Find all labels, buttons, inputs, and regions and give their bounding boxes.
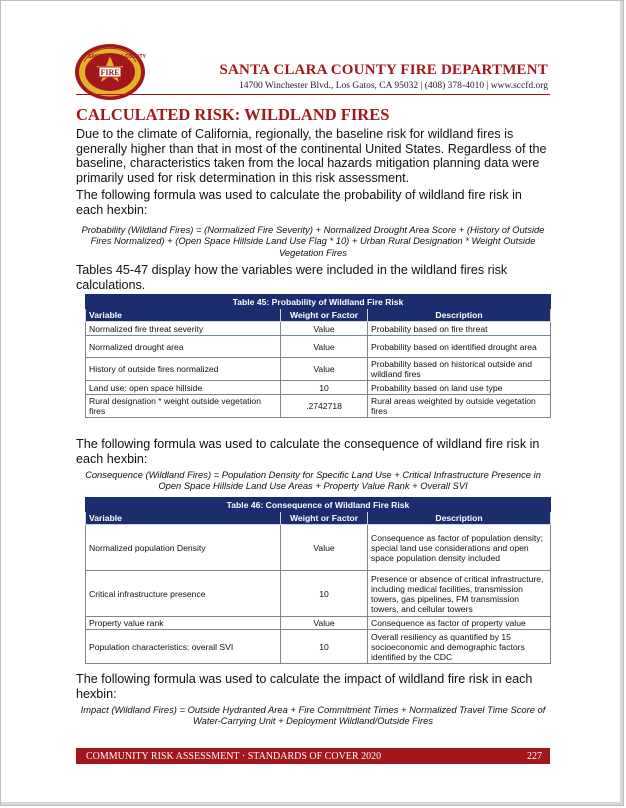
svg-text:FIRE: FIRE (100, 68, 120, 77)
column-header-variable: Variable (86, 309, 281, 322)
table-row (86, 322, 551, 336)
cell-weight: 10 (281, 381, 368, 395)
table-row (86, 617, 551, 630)
footer-title: COMMUNITY RISK ASSESSMENT · STANDARDS OF COVER 2020 (86, 751, 382, 762)
probability-formula-block (80, 224, 546, 258)
cell-description: Overall resiliency as quantified by 15 socioeconomic and demographic factors identified by the CDC (368, 630, 551, 664)
consequence-lead: The following formula was used to calculate the consequence of wildland fire risk in each hexbin: (76, 437, 540, 466)
cell-weight: 10 (281, 630, 368, 664)
impact-formula-block (80, 704, 546, 727)
cell-variable: Land use: open space hillside (86, 381, 281, 395)
cell-weight: Value (281, 525, 368, 571)
table-46 (85, 497, 551, 664)
cell-variable: Property value rank (86, 617, 281, 630)
tables-intro-block (76, 263, 550, 292)
cell-weight: 10 (281, 571, 368, 617)
cell-variable: Normalized fire threat severity (86, 322, 281, 336)
cell-description: Consequence as factor of population density; special land use considerations and open space population density included (368, 525, 551, 571)
intro-block (76, 127, 550, 185)
cell-description: Probability based on identified drought area (368, 336, 551, 358)
cell-variable: History of outside fires normalized (86, 358, 281, 381)
table-row (86, 395, 551, 418)
cell-variable: Critical infrastructure presence (86, 571, 281, 617)
tables-intro: Tables 45-47 display how the variables were included in the wildland fires risk calculations. (76, 263, 508, 292)
consequence-formula: Consequence (Wildland Fires) = Population Density for Specific Land Use + Critical Infrastructure Presence in Open Space Hillside Land Use Areas + Property Value Rank + Overall SVI (85, 469, 541, 492)
cell-weight: Value (281, 358, 368, 381)
section-title: CALCULATED RISK: WILDLAND FIRES (76, 105, 390, 124)
cell-variable: Normalized drought area (86, 336, 281, 358)
cell-variable: Population characteristics: overall SVI (86, 630, 281, 664)
table-row (86, 381, 551, 395)
column-header-weight: Weight or Factor (281, 309, 368, 322)
table-row (86, 571, 551, 617)
fire-department-logo (74, 42, 146, 102)
consequence-formula-block (80, 469, 546, 492)
organization-name: SANTA CLARA COUNTY FIRE DEPARTMENT (219, 62, 548, 78)
cell-variable: Rural designation * weight outside vegetation fires (86, 395, 281, 418)
header-divider (76, 94, 550, 95)
table-row (86, 630, 551, 664)
page-number: 227 (527, 751, 542, 762)
table-45-wrapper (76, 294, 550, 418)
cell-weight: .2742718 (281, 395, 368, 418)
table-46-title: Table 46: Consequence of Wildland Fire Risk (86, 498, 551, 512)
cell-weight: Value (281, 322, 368, 336)
intro-paragraph: Due to the climate of California, regionally, the baseline risk for wildland fires is generally higher than that in most of the continental United States. Regardless of the baseline, characteristics taken from the local hazards mitigation planning data were primarily used for risk determination in this risk assessment. (76, 127, 547, 185)
impact-lead: The following formula was used to calculate the impact of wildland fire risk in each hexbin: (76, 672, 533, 701)
cell-variable: Normalized population Density (86, 525, 281, 571)
column-header-variable: Variable (86, 512, 281, 525)
column-header-description: Description (368, 309, 551, 322)
cell-description: Presence or absence of critical infrastructure, including medical facilities, transmission towers, gas pipelines, FM transmission towers, and cellular towers (368, 571, 551, 617)
cell-weight: Value (281, 617, 368, 630)
impact-lead-block (76, 672, 550, 701)
probability-lead-block (76, 188, 550, 217)
cell-description: Probability based on historical outside and wildland fires (368, 358, 551, 381)
page-footer (76, 750, 550, 764)
svg-text:SANTA CLARA COUNTY: SANTA CLARA COUNTY (88, 54, 146, 60)
cell-weight: Value (281, 336, 368, 358)
cell-description: Probability based on fire threat (368, 322, 551, 336)
table-row (86, 525, 551, 571)
cell-description: Probability based on land use type (368, 381, 551, 395)
column-header-weight: Weight or Factor (281, 512, 368, 525)
column-header-description: Description (368, 512, 551, 525)
probability-lead: The following formula was used to calculate the probability of wildland fire risk in each hexbin: (76, 188, 522, 217)
table-row (86, 336, 551, 358)
cell-description: Consequence as factor of property value (368, 617, 551, 630)
table-row (86, 358, 551, 381)
organization-address: 14700 Winchester Blvd., Los Gatos, CA 95032 | (408) 378-4010 | www.sccfd.org (238, 81, 548, 91)
table-45 (85, 294, 551, 418)
consequence-lead-block (76, 437, 550, 466)
probability-formula: Probability (Wildland Fires) = (Normalized Fire Severity) + Normalized Drought Area Score + (History of Outside Fires Normalized) + (Open Space Hillside Land Use Flag * 10) + Urban Rural Designation * Weight Outside Vegetation Fires (81, 224, 545, 258)
table-45-title: Table 45: Probability of Wildland Fire Risk (86, 295, 551, 309)
impact-formula: Impact (Wildland Fires) = Outside Hydranted Area + Fire Commitment Times + Normalized Travel Time Score of Water-Carrying Unit + Deployment Wildland/Outside Fires (80, 704, 546, 727)
table-46-wrapper (76, 497, 550, 664)
cell-description: Rural areas weighted by outside vegetation fires (368, 395, 551, 418)
